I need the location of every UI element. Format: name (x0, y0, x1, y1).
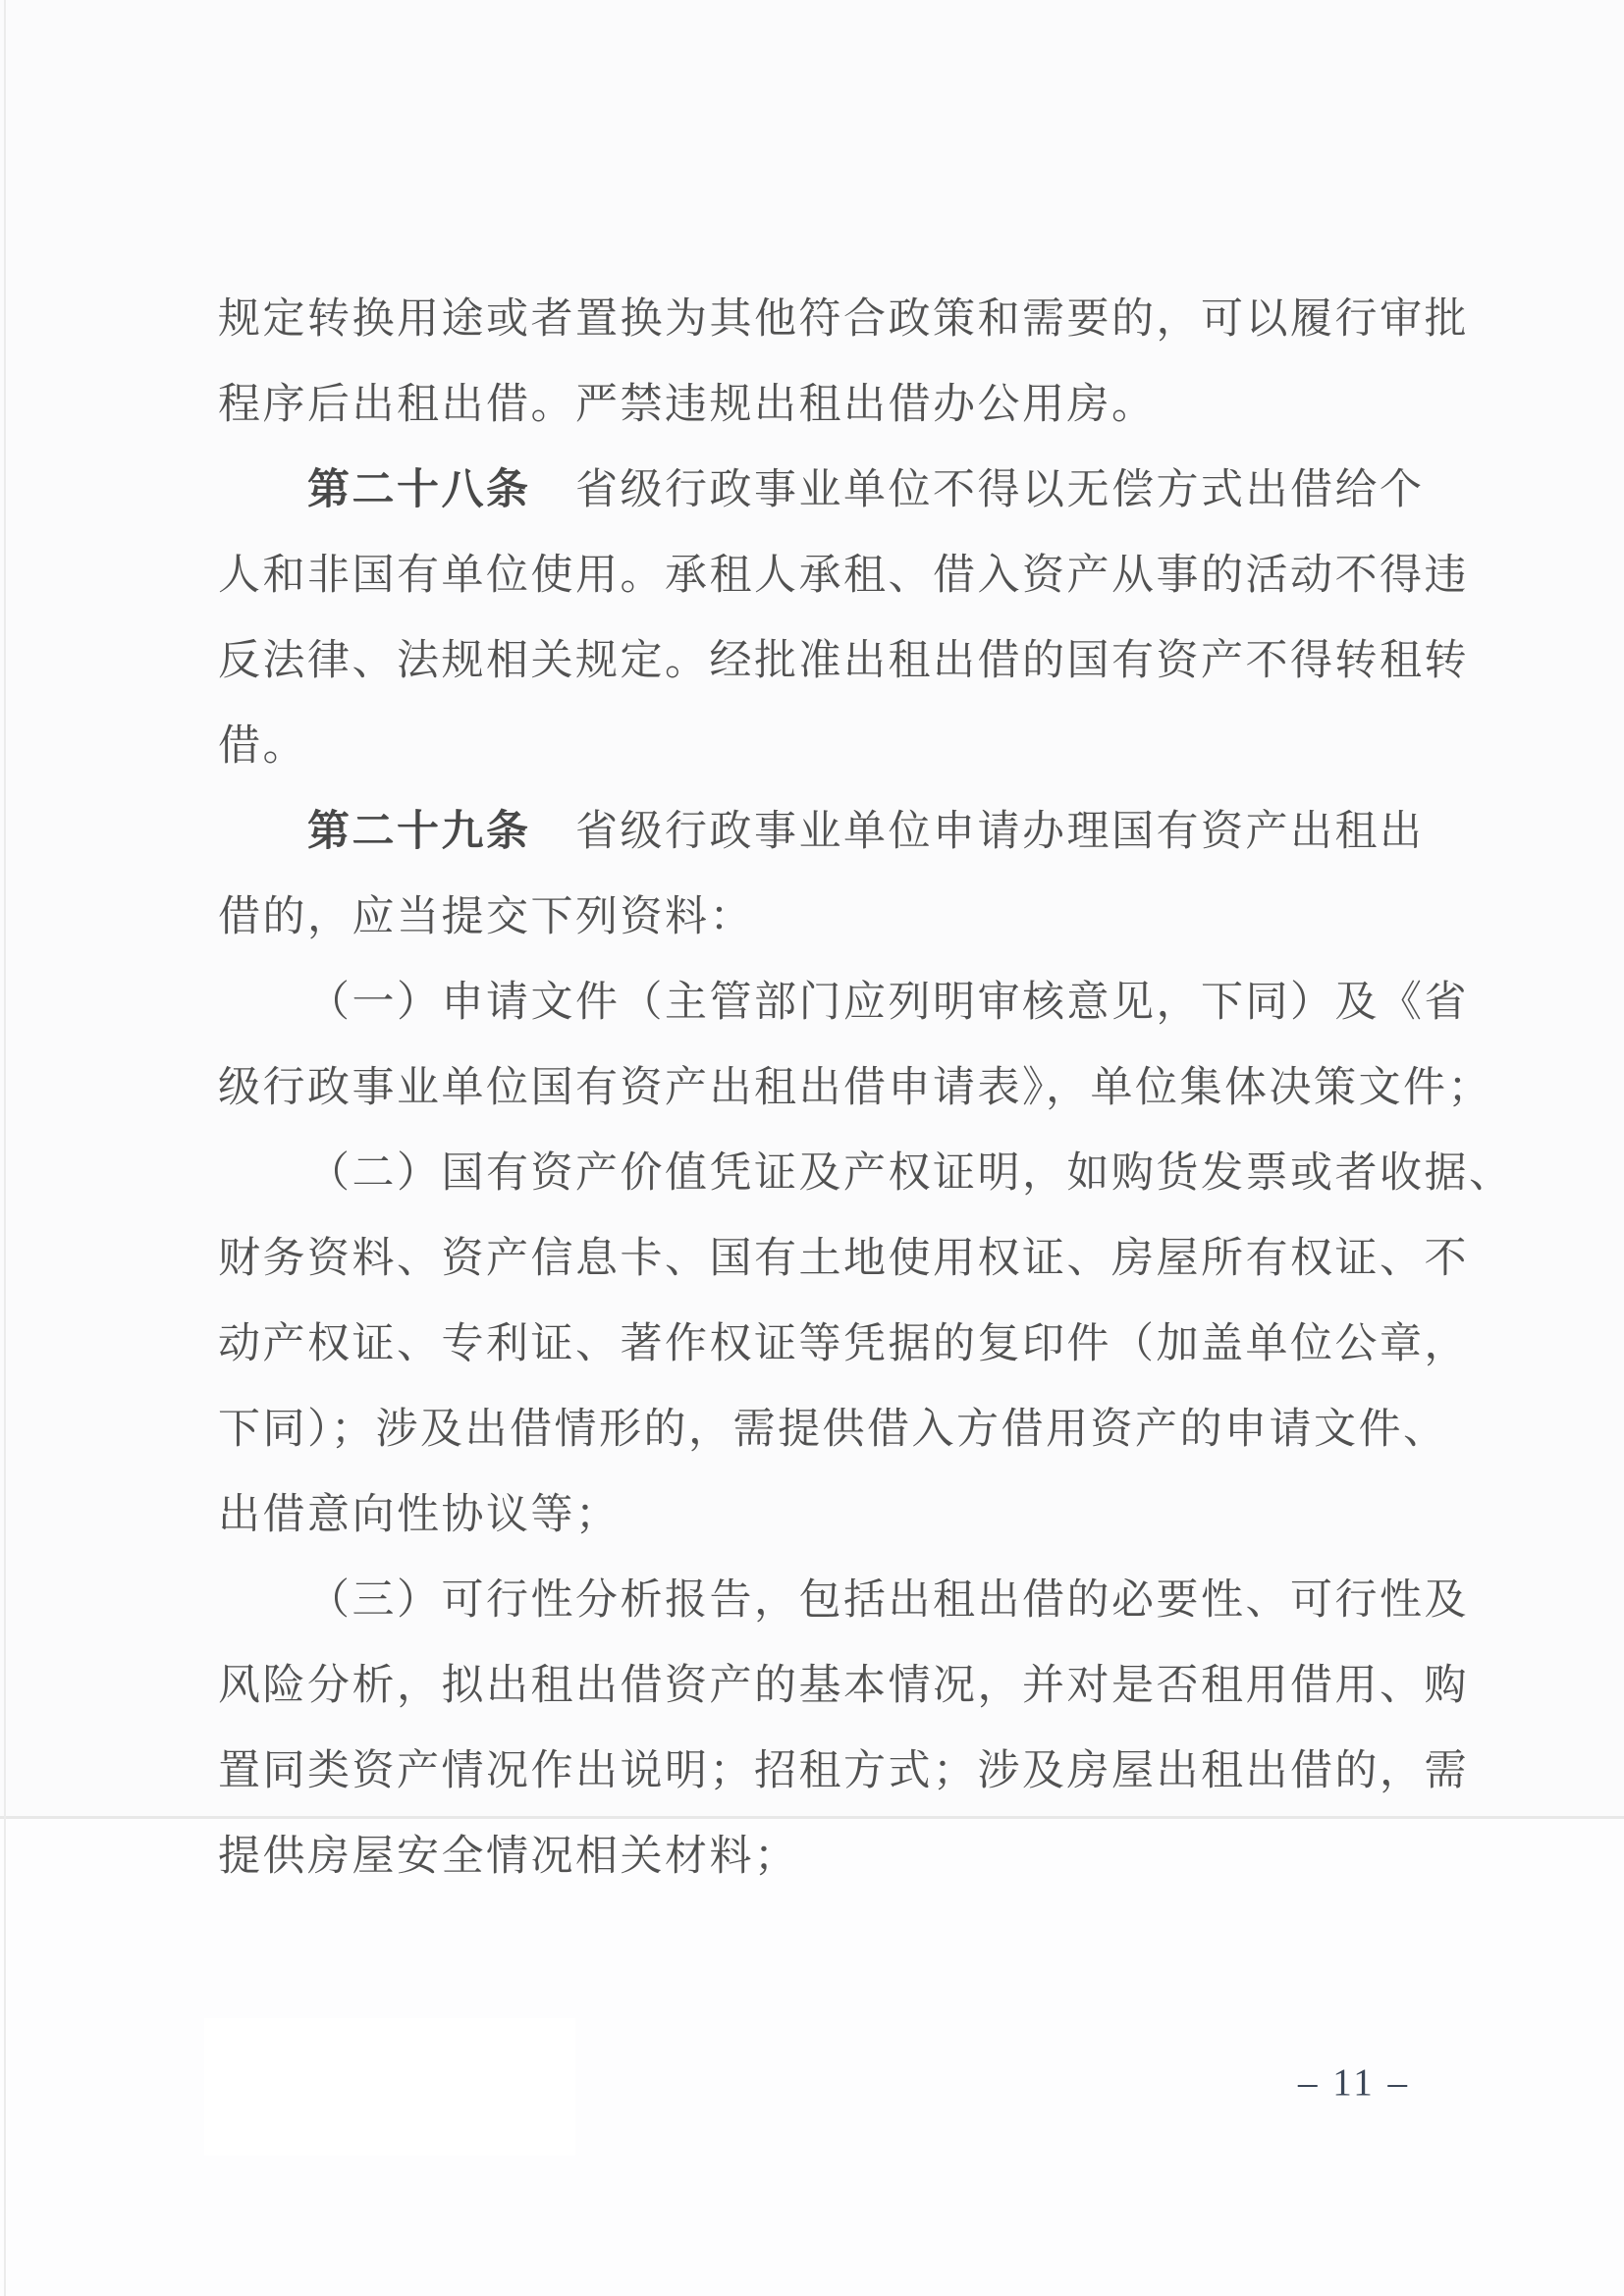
text-line (218, 448, 1504, 533)
text-line: 程序后出租出借。严禁违规出租出借办公用房。 (218, 382, 1157, 428)
text-line-rest: 省级行政事业单位不得以无偿方式出借给个 (530, 467, 1425, 513)
document-body (218, 277, 1514, 1899)
scan-white-patch (204, 2018, 575, 2156)
text-line (218, 789, 1504, 875)
text-line: 提供房屋安全情况相关材料； (218, 1834, 799, 1880)
text-line: 财务资料、资产信息卡、国有土地使用权证、房屋所有权证、不 (218, 1236, 1469, 1282)
text-line: 规定转换用途或者置换为其他符合政策和需要的，可以履行审批 (218, 296, 1469, 343)
text-line: 反法律、法规相关规定。经批准出租出借的国有资产不得转租转 (218, 638, 1469, 684)
text-line: 动产权证、专利证、著作权证等凭据的复印件（加盖单位公章， (218, 1321, 1469, 1367)
text-line: 置同类资产情况作出说明；招租方式；涉及房屋出租出借的，需 (218, 1748, 1469, 1794)
text-line: （三）可行性分析报告，包括出租出借的必要性、可行性及 (307, 1577, 1469, 1624)
text-line: 下同）；涉及出借情形的，需提供借入方借用资产的申请文件、 (218, 1407, 1448, 1453)
text-line: （二）国有资产价值凭证及产权证明，如购货发票或者收据、 (307, 1150, 1514, 1197)
scan-edge-line (4, 0, 6, 2296)
text-line: 风险分析，拟出租出借资产的基本情况，并对是否租用借用、购 (218, 1663, 1469, 1709)
text-line: （一）申请文件（主管部门应列明审核意见，下同）及《省 (307, 980, 1469, 1026)
article-number: 第二十八条 (307, 467, 531, 513)
text-line: 级行政事业单位国有资产出租出借申请表》，单位集体决策文件； (218, 1065, 1492, 1111)
text-line: 借的，应当提交下列资料： (218, 894, 754, 940)
article-number: 第二十九条 (307, 809, 531, 855)
text-line: 借。 (218, 723, 307, 770)
text-line: 出借意向性协议等； (218, 1492, 621, 1538)
text-line: 人和非国有单位使用。承租人承租、借入资产从事的活动不得违 (218, 553, 1469, 599)
page-number: – 11 – (1298, 2061, 1411, 2104)
text-line-rest: 省级行政事业单位申请办理国有资产出租出 (530, 809, 1425, 855)
